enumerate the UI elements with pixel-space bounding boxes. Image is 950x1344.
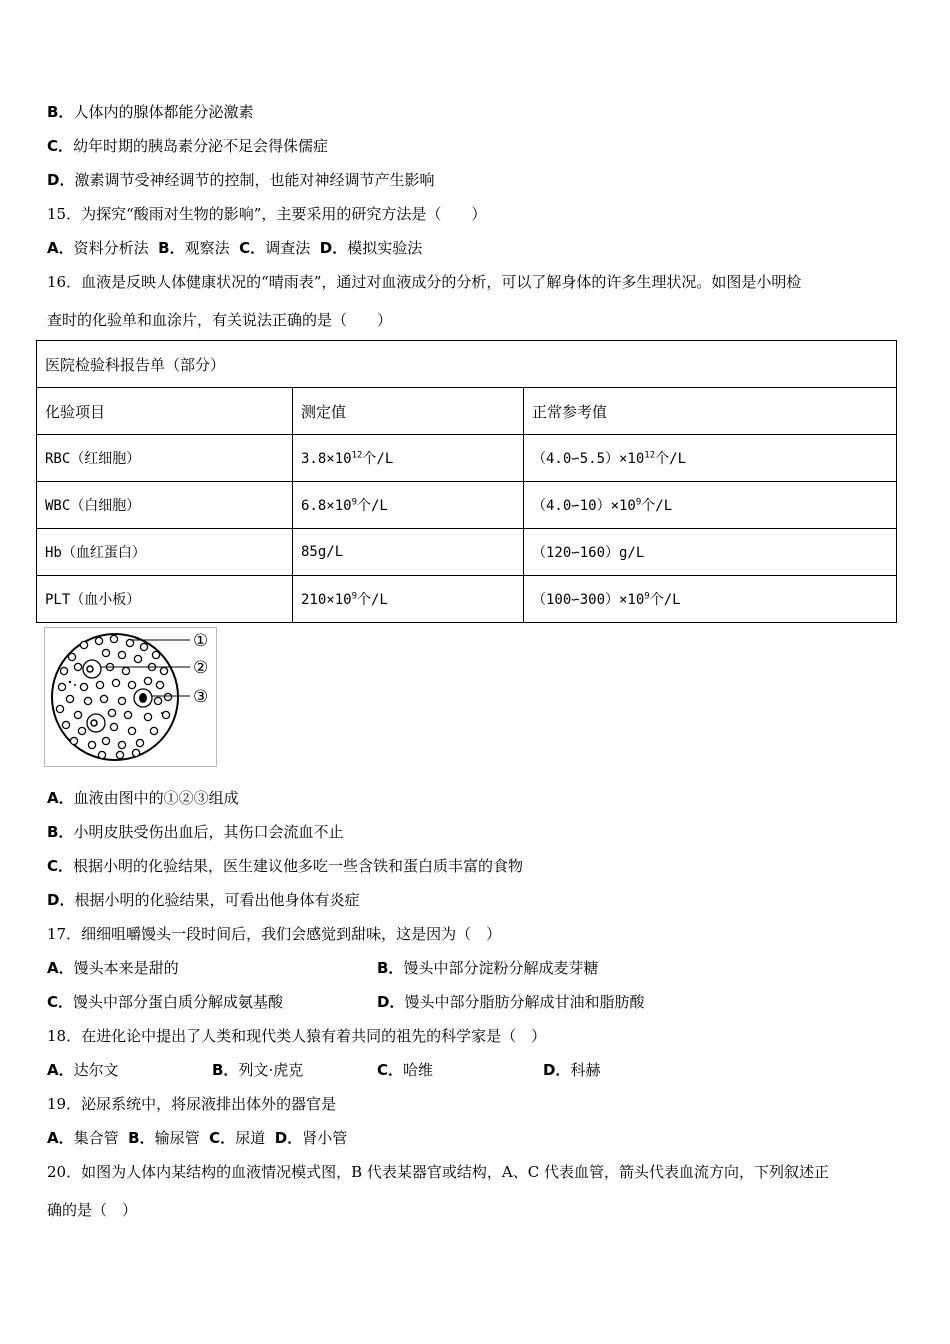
cell-value: $210\times 10^9$个/L <box>293 576 524 623</box>
cell-value: $6.8\times 10^9$个/L <box>293 482 524 529</box>
q17-option-c: C．馒头中部分蛋白质分解成氨基酸 <box>47 993 284 1011</box>
lab-report-table <box>36 340 897 623</box>
q19-options <box>47 1128 347 1148</box>
cell-reference: （120∽160）g/L <box>524 529 897 576</box>
table-row <box>37 576 897 623</box>
q16-option-c: C．根据小明的化验结果，医生建议他多吃一些含铁和蛋白质丰富的食物 <box>47 857 524 875</box>
red-cell <box>122 667 129 674</box>
table-title-row <box>37 341 897 388</box>
cell-value: $3.8\times 10^{12}$个/L <box>293 435 524 482</box>
cell-reference: $(4.0∽10)\times 10^9$个/L <box>524 482 897 529</box>
red-cell <box>108 709 115 716</box>
platelet <box>69 681 71 683</box>
q18-option-c: C．哈维 <box>377 1061 434 1079</box>
red-cell <box>60 667 67 674</box>
red-cell <box>154 697 161 704</box>
col-header-item: 化验项目 <box>37 388 293 435</box>
red-cell <box>74 711 81 718</box>
q14-option-c: C．幼年时期的胰岛素分泌不足会得侏儒症 <box>47 137 329 155</box>
col-header-value: 测定值 <box>293 388 524 435</box>
col-header-reference: 正常参考值 <box>524 388 897 435</box>
red-cell <box>62 721 69 728</box>
cell-value: 85g/L <box>293 529 524 576</box>
red-cell <box>118 697 125 704</box>
red-cell <box>144 713 151 720</box>
q19-stem: 19．泌尿系统中，将尿液排出体外的器官是 <box>47 1095 337 1113</box>
red-cell <box>95 637 102 644</box>
q15-options <box>47 238 422 258</box>
red-cell <box>140 643 147 650</box>
red-cell <box>78 727 85 734</box>
q20-stem-line2: 确的是（ ） <box>47 1201 138 1219</box>
q16-option-a: A．血液由图中的①②③组成 <box>47 789 239 807</box>
table-row <box>37 529 897 576</box>
table-row <box>37 482 897 529</box>
red-cell <box>136 739 143 746</box>
red-cell <box>98 751 105 758</box>
red-cell <box>80 683 87 690</box>
q19-option-d: D．肾小管 <box>274 1129 348 1147</box>
q17-stem: 17．细细咀嚼馒头一段时间后，我们会感觉到甜味，这是因为（ ） <box>47 925 502 943</box>
red-cell <box>124 711 131 718</box>
red-cell <box>116 751 123 758</box>
red-cell <box>110 635 117 642</box>
red-cell <box>164 693 171 700</box>
cell-reference: $(100∽300)\times 10^9$个/L <box>524 576 897 623</box>
figure-label-1: ① <box>193 631 209 651</box>
red-cell <box>110 723 117 730</box>
q18-option-d: D．科赫 <box>543 1061 601 1079</box>
red-cell <box>150 727 157 734</box>
q19-option-b: B．输尿管 <box>128 1129 200 1147</box>
figure-label-2: ② <box>193 658 209 678</box>
red-cell <box>102 737 109 744</box>
red-cell <box>74 663 81 670</box>
table-title: 医院检验科报告单（部分） <box>37 341 897 388</box>
blood-smear-figure <box>44 627 217 767</box>
q16-stem-line1: 16．血液是反映人体健康状况的“晴雨表”，通过对血液成分的分析，可以了解身体的许多生理状况。如图是小明检 <box>47 273 802 291</box>
red-cell <box>68 653 75 660</box>
q14-option-d: D．激素调节受神经调节的控制，也能对神经调节产生影响 <box>47 171 435 189</box>
red-cell <box>58 683 65 690</box>
red-cell <box>156 681 163 688</box>
red-cell <box>84 697 91 704</box>
q15-stem: 15．为探究“酸雨对生物的影响”，主要采用的研究方法是（ ） <box>47 205 487 223</box>
cell-item: RBC（红细胞） <box>37 435 293 482</box>
red-cell <box>132 749 139 756</box>
red-cell <box>118 651 125 658</box>
cell-item: PLT（血小板） <box>37 576 293 623</box>
q17-option-b: B．馒头中部分淀粉分解成麦芽糖 <box>377 959 599 977</box>
platelet <box>74 684 76 686</box>
white-cell <box>83 660 101 678</box>
red-cell <box>100 695 107 702</box>
q16-option-b: B．小明皮肤受伤出血后，其伤口会流血不止 <box>47 823 344 841</box>
platelet <box>161 712 163 714</box>
q20-stem-line1: 20．如图为人体内某结构的血液情况模式图，B 代表某器官或结构，A、C 代表血管，箭头代表血流方向，下列叙述正 <box>47 1163 829 1181</box>
q18-option-b: B．列文·虎克 <box>212 1061 304 1079</box>
red-cell <box>66 695 73 702</box>
blood-smear-diagram <box>44 627 217 767</box>
red-cell <box>112 679 119 686</box>
red-cell <box>128 727 135 734</box>
red-cell <box>96 681 103 688</box>
red-cell <box>88 741 95 748</box>
cell-reference: $(4.0∽5.5)\times 10^{12}$个/L <box>524 435 897 482</box>
table-row <box>37 435 897 482</box>
red-cell <box>162 711 169 718</box>
q15-option-c: C．调查法 <box>239 239 311 257</box>
red-cell <box>128 681 135 688</box>
red-cell <box>56 705 63 712</box>
q17-option-a: A．馒头本来是甜的 <box>47 959 179 977</box>
q18-option-a: A．达尔文 <box>47 1061 119 1079</box>
q16-stem-line2: 查时的化验单和血涂片，有关说法正确的是（ ） <box>47 311 393 329</box>
figure-label-3: ③ <box>193 687 209 707</box>
q18-stem: 18．在进化论中提出了人类和现代类人猿有着共同的祖先的科学家是（ ） <box>47 1027 547 1045</box>
red-cell <box>144 677 151 684</box>
red-cell <box>102 649 109 656</box>
cell-item: WBC（白细胞） <box>37 482 293 529</box>
q14-option-b: B．人体内的腺体都能分泌激素 <box>47 103 254 121</box>
red-cell <box>70 737 77 744</box>
red-cell <box>118 741 125 748</box>
red-cell <box>152 651 159 658</box>
red-cell <box>80 641 87 648</box>
white-cell-nucleus <box>139 693 147 703</box>
q15-option-d: D．模拟实验法 <box>319 239 423 257</box>
q19-option-a: A．集合管 <box>47 1129 119 1147</box>
q16-option-d: D．根据小明的化验结果，可看出他身体有炎症 <box>47 891 360 909</box>
table-header-row <box>37 388 897 435</box>
q15-option-a: A．资料分析法 <box>47 239 149 257</box>
red-cell <box>134 655 141 662</box>
q19-option-c: C．尿道 <box>209 1129 266 1147</box>
cell-item: Hb（血红蛋白） <box>37 529 293 576</box>
q15-option-b: B．观察法 <box>158 239 230 257</box>
q17-option-d: D．馒头中部分脂肪分解成甘油和脂肪酸 <box>377 993 645 1011</box>
white-cell <box>87 714 105 732</box>
red-cell <box>160 667 167 674</box>
